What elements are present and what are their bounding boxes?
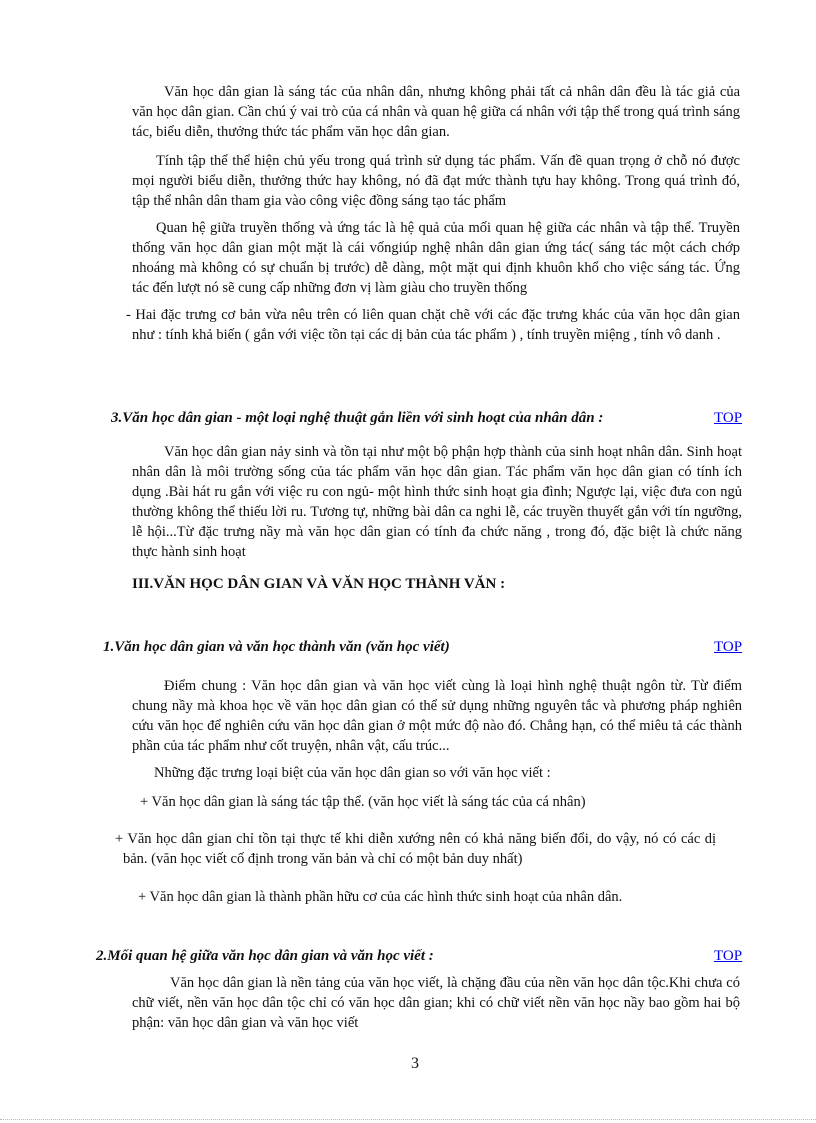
paragraph-distinctive-features: Những đặc trưng loại biệt của văn học dân gian so với văn học viết : — [154, 765, 551, 781]
page-bottom-divider — [0, 1119, 816, 1120]
bullet-organic-component: + Văn học dân gian là thành phần hữu cơ của các hình thức sinh hoạt của nhân dân. — [138, 889, 623, 905]
top-link[interactable]: TOP — [714, 948, 743, 964]
paragraph-two-characteristics: - Hai đặc trưng cơ bản vừa nêu trên có liên quan chặt chẽ với các đặc trưng khác của văn học dân gian như : tính khả biến ( gắn với việc tồn tại các dị bản của tác phẩm ) , tính truyền miệng , tính vô danh . — [126, 307, 740, 343]
heading-folk-and-written-literature: 1.Văn học dân gian và văn học thành văn (văn học viết) — [103, 639, 450, 655]
paragraph-foundation: Văn học dân gian là nền tảng của văn học viết, là chặng đầu của nền văn học dân tộc.Khi chưa có chữ viết, nền văn học dân tộc chỉ có văn học dân gian; khi có chữ viết nền văn học nầy bao gồm hai bộ phận: văn học dân gian và văn học viết — [132, 975, 740, 1031]
paragraph-folk-life: Văn học dân gian nảy sinh và tồn tại như một bộ phận hợp thành của sinh hoạt nhân dân. Sinh hoạt nhân dân là môi trường sống của tác phẩm văn học dân gian. Tác phẩm văn học dân gian có tính ích dụng .Bài hát ru gắn với việc ru con ngủ- một hình thức sinh hoạt gia đình; Ngược lại, việc đưa con ngủ thường không thể thiếu lời ru. Tương tự, những bài dân ca nghi lễ, các truyền thuyết gắn với tín ngưỡng, lễ hội...Từ đặc trưng nầy mà văn học dân gian có tính đa chức năng , trong đó, đặc biệt là chức năng thực hành sinh hoạt — [132, 444, 742, 560]
paragraph-collective-creation: Văn học dân gian là sáng tác của nhân dân, nhưng không phải tất cả nhân dân đều là tác giả của văn học dân gian. Cần chú ý vai trò của cá nhân và quan hệ giữa cá nhân với tập thể trong quá trình sáng tác, biểu diễn, thưởng thức tác phẩm văn học dân gian. — [132, 84, 740, 140]
page-number: 3 — [411, 1055, 419, 1072]
paragraph-common-points: Điểm chung : Văn học dân gian và văn học viết cùng là loại hình nghệ thuật ngôn từ. Từ điểm chung nầy mà khoa học về văn học dân gian có thể sử dụng những nguyên tắc và phương pháp nghiên cứu văn học để nghiên cứu văn học dân gian ở một mức độ nào đó. Chẳng hạn, có thể miêu tả các thành phần của tác phẩm như cốt truyện, nhân vật, cấu trúc... — [132, 678, 742, 754]
heading-relationship-folk-written: 2.Mối quan hệ giữa văn học dân gian và văn học viết : — [96, 948, 434, 964]
top-link[interactable]: TOP — [714, 639, 743, 655]
paragraph-collective-usage: Tính tập thể thể hiện chủ yếu trong quá trình sử dụng tác phẩm. Vấn đề quan trọng ở chỗ nó được mọi người biểu diễn, thưởng thức hay không, nó đã đạt mức thành tựu hay không. Trong quá trình đó, tập thể nhân dân tham gia vào công việc đồng sáng tạo tác phẩm — [132, 153, 740, 209]
paragraph-tradition-improvisation: Quan hệ giữa truyền thống và ứng tác là hệ quả của mối quan hệ giữa các nhân và tập thể. Truyền thống văn học dân gian một mặt là cái vốngiúp nghệ nhân dân gian ứng tác( sáng tác một cách chớp nhoáng mà không có sự chuẩn bị trước) dễ dàng, một mặt qui định khuôn khổ cho việc sáng tác. Ứng tác đến lượt nó sẽ cung cấp những đơn vị làm giàu cho truyền thống — [132, 220, 740, 296]
top-link[interactable]: TOP — [714, 410, 743, 426]
section-heading-folk-and-written: III.VĂN HỌC DÂN GIAN VÀ VĂN HỌC THÀNH VĂN : — [132, 576, 506, 592]
bullet-performance-variants: + Văn học dân gian chỉ tồn tại thực tế khi diễn xướng nên có khả năng biến đổi, do vậy, nó có các dị bản. (văn học viết cố định trong văn bản và chỉ có một bản duy nhất) — [115, 831, 716, 867]
bullet-collective-creation: + Văn học dân gian là sáng tác tập thể. (văn học viết là sáng tác của cá nhân) — [140, 794, 586, 810]
heading-folk-literature-daily-life: 3.Văn học dân gian - một loại nghệ thuật gắn liền với sinh hoạt của nhân dân : — [111, 410, 604, 426]
